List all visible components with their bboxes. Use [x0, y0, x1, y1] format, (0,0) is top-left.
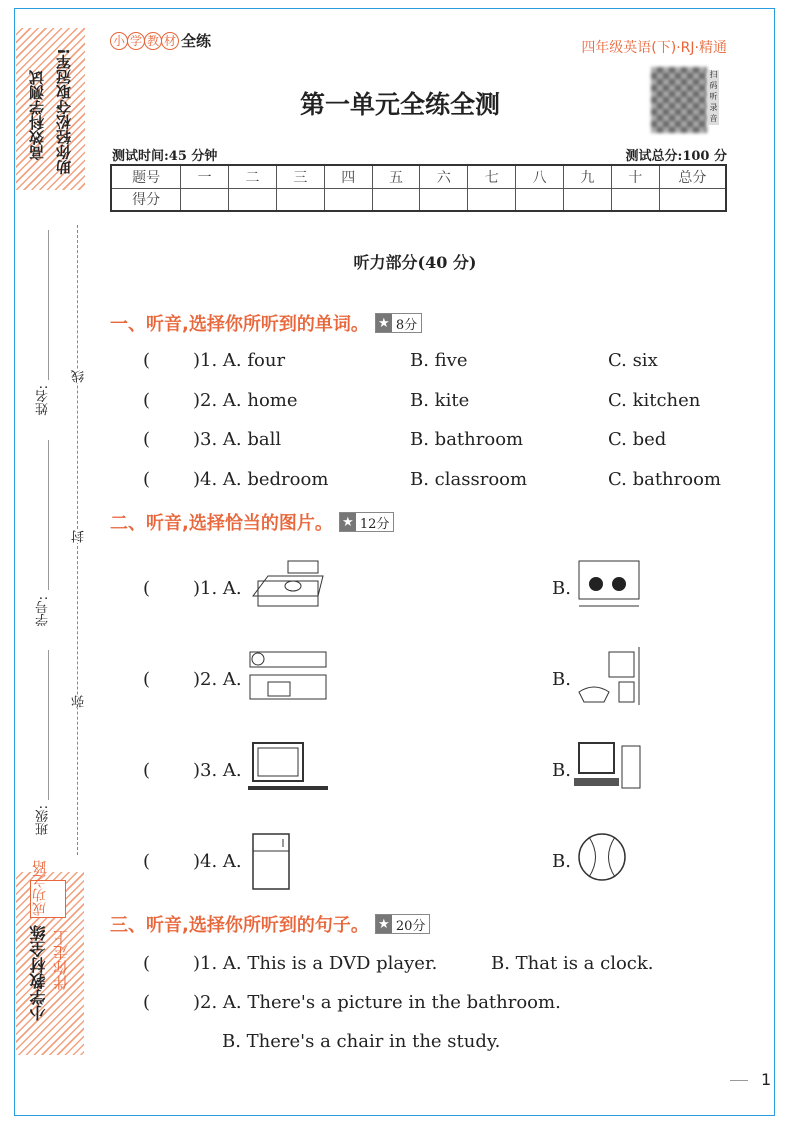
seal-mark: 弥: [72, 695, 87, 708]
name-label: 姓名:: [36, 385, 51, 416]
score-cell[interactable]: [276, 188, 324, 211]
qr-caption: 扫码听录音: [709, 70, 718, 125]
star-icon: ★: [376, 915, 392, 933]
series-label: 四年级英语(下)·RJ·精通: [581, 40, 727, 56]
slogan-2: 助你轻松夺取冠军!: [55, 48, 73, 175]
points-badge: [375, 313, 422, 333]
question-option-c[interactable]: C. six: [608, 350, 658, 371]
total-score: 测试总分:100 分: [625, 149, 727, 164]
question-option-b[interactable]: B.: [552, 578, 571, 599]
listening-heading: 听力部分(40 分): [353, 253, 477, 272]
question-option-a[interactable]: )2. A. There's a picture in the bathroom.: [193, 992, 561, 1013]
picture-bed-icon[interactable]: [248, 556, 330, 618]
row-label: 得分: [111, 188, 181, 211]
column-header: 八: [516, 165, 564, 188]
seal-mark: 封: [72, 530, 87, 543]
section-heading: [110, 509, 394, 535]
picture-ball-icon[interactable]: [574, 829, 644, 891]
answer-blank[interactable]: (: [143, 760, 151, 781]
picture-fridge-icon[interactable]: [248, 829, 330, 891]
column-header: 一: [181, 165, 229, 188]
score-cell[interactable]: [420, 188, 468, 211]
slogan-1: 高效科学测试: [28, 70, 46, 160]
section-heading: [110, 911, 430, 937]
score-cell[interactable]: [181, 188, 229, 211]
question-option-c[interactable]: C. bed: [608, 429, 667, 450]
score-cell[interactable]: [324, 188, 372, 211]
score-cell[interactable]: [468, 188, 516, 211]
id-label: 学号:: [36, 596, 51, 627]
question-option-a[interactable]: )3. A. ball: [193, 429, 282, 450]
answer-blank[interactable]: (: [143, 669, 151, 690]
question-option-b[interactable]: B.: [552, 760, 571, 781]
question-option-b[interactable]: B.: [552, 669, 571, 690]
question-option-b[interactable]: B. kite: [410, 389, 470, 411]
brand-tail: 全练: [181, 32, 212, 50]
picture-bathroom-icon[interactable]: [574, 647, 644, 709]
question-option-a[interactable]: )2. A.: [193, 669, 242, 690]
score-cell[interactable]: [516, 188, 564, 211]
bottom-slogan: 伴你走上: [52, 930, 70, 990]
question-option-a[interactable]: )1. A. This is a DVD player.: [193, 953, 438, 974]
star-icon: ★: [376, 314, 392, 332]
question-option-a[interactable]: )4. A.: [193, 851, 242, 872]
qr-code: [651, 67, 707, 133]
section-title: 一、听音,选择你所听到的单词。: [110, 314, 369, 335]
question-option-c[interactable]: C. bathroom: [608, 468, 722, 490]
question-option-b[interactable]: B. five: [410, 350, 468, 371]
column-header: 三: [276, 165, 324, 188]
answer-blank[interactable]: (: [143, 429, 151, 450]
bottom-stamp: 成功之路: [30, 880, 66, 918]
score-cell[interactable]: [229, 188, 277, 211]
answer-blank[interactable]: (: [143, 953, 151, 974]
points-badge: [339, 512, 395, 532]
row-label: 题号: [111, 165, 181, 188]
column-header: 九: [564, 165, 612, 188]
page-title: 第一单元全练全测: [300, 90, 501, 119]
picture-kitchen-icon[interactable]: [248, 647, 330, 709]
brand-logo: [110, 30, 211, 51]
page-number-dash: [730, 1080, 748, 1081]
fill-line: [48, 440, 49, 590]
points: 20分: [395, 918, 426, 934]
class-label: 班级:: [36, 805, 51, 836]
points: 12分: [359, 516, 390, 532]
column-header: 十: [611, 165, 659, 188]
star-icon: ★: [340, 513, 356, 531]
seal-mark: 线: [72, 370, 87, 383]
column-header: 七: [468, 165, 516, 188]
column-header: 五: [372, 165, 420, 188]
question-option-b[interactable]: B. bathroom: [410, 429, 524, 450]
column-header: 六: [420, 165, 468, 188]
score-table: [110, 164, 727, 212]
question-option-b[interactable]: B.: [552, 851, 571, 872]
section-title: 二、听音,选择恰当的图片。: [110, 513, 333, 534]
question-option-c[interactable]: C. kitchen: [608, 389, 701, 411]
picture-computer-icon[interactable]: [574, 738, 644, 800]
question-option-b[interactable]: B. classroom: [410, 468, 528, 490]
score-cell[interactable]: [659, 188, 726, 211]
answer-blank[interactable]: (: [143, 992, 151, 1013]
brand-char: 教: [144, 32, 162, 50]
score-cell[interactable]: [611, 188, 659, 211]
question-option-a[interactable]: )3. A.: [193, 760, 242, 781]
answer-blank[interactable]: (: [143, 350, 151, 371]
column-header: 四: [324, 165, 372, 188]
points: 8分: [395, 317, 418, 333]
answer-blank[interactable]: (: [143, 851, 151, 872]
question-option-a[interactable]: )1. A. four: [193, 350, 286, 371]
fill-line: [48, 650, 49, 800]
page-number: 1: [761, 1070, 772, 1089]
section-title: 三、听音,选择你所听到的句子。: [110, 915, 369, 936]
bottom-brand: 小学教材全练: [29, 925, 48, 1021]
answer-blank[interactable]: (: [143, 389, 151, 411]
question-option-a[interactable]: )1. A.: [193, 578, 242, 599]
score-cell[interactable]: [372, 188, 420, 211]
brand-char: 学: [127, 32, 145, 50]
question-option-a[interactable]: )2. A. home: [193, 389, 298, 411]
brand-char: 材: [161, 32, 179, 50]
score-cell[interactable]: [564, 188, 612, 211]
column-header: 二: [229, 165, 277, 188]
answer-blank[interactable]: (: [143, 578, 151, 599]
points-badge: [375, 914, 431, 934]
test-time: 测试时间:45 分钟: [112, 149, 218, 164]
section-heading: [110, 310, 422, 336]
question-option-b[interactable]: B. There's a chair in the study.: [222, 1031, 501, 1052]
picture-tv-icon[interactable]: [248, 738, 330, 800]
picture-classroom-board-icon[interactable]: [574, 556, 644, 618]
brand-char: 小: [110, 32, 128, 50]
question-option-a[interactable]: )4. A. bedroom: [193, 468, 329, 490]
question-option-b[interactable]: B. That is a clock.: [491, 953, 654, 974]
answer-blank[interactable]: (: [143, 468, 151, 490]
column-header: 总分: [659, 165, 726, 188]
